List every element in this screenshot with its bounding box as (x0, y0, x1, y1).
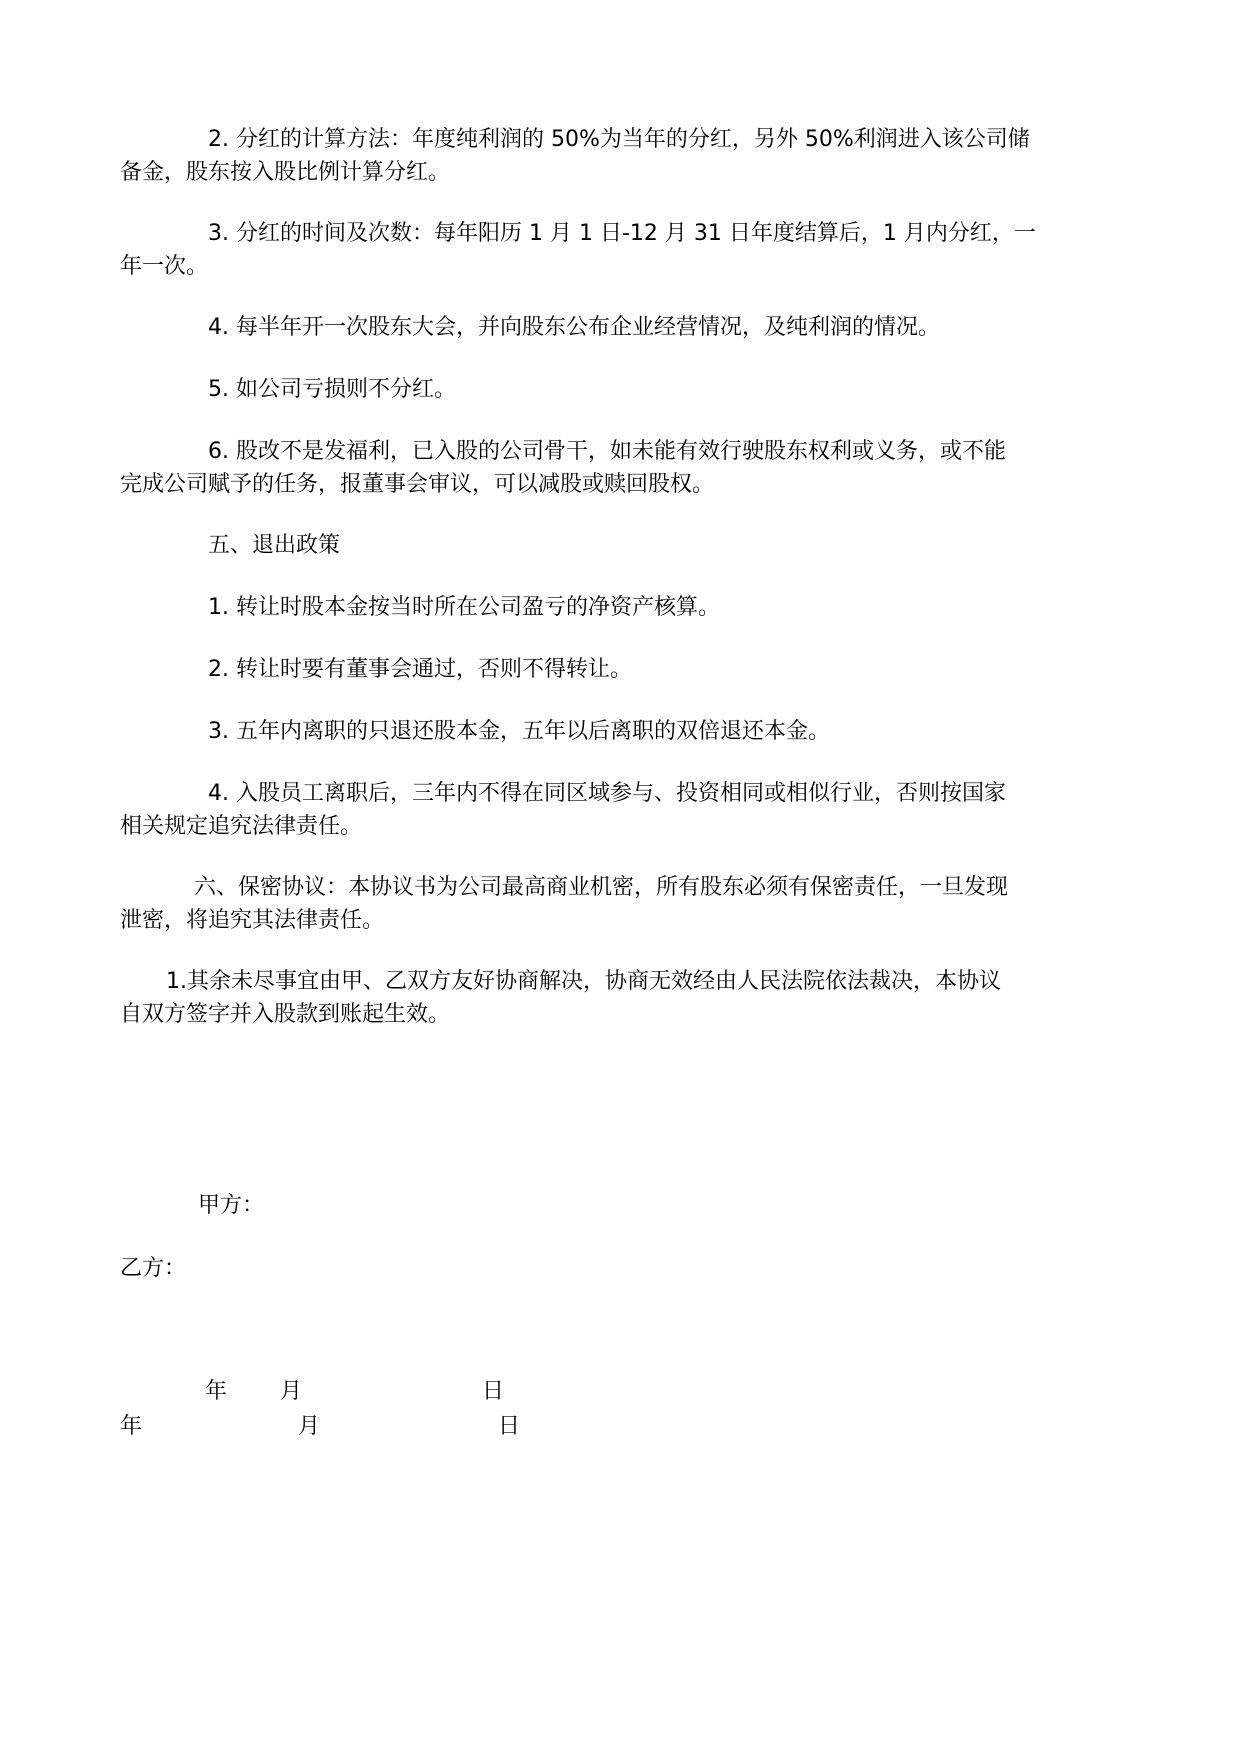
text-line: 2. 转让时要有董事会通过，否则不得转让。 (208, 657, 632, 682)
text-line: 2. 分红的计算方法：年度纯利润的 50%为当年的分红，另外 50%利润进入该公司储 (208, 127, 1030, 152)
text-line: 完成公司赋予的任务，报董事会审议，可以减股或赎回股权。 (120, 472, 715, 497)
text-line: 4. 每半年开一次股东大会，并向股东公布企业经营情况，及纯利润的情况。 (208, 315, 940, 340)
date-day-b: 日 (498, 1414, 521, 1439)
party-a-label: 甲方： (198, 1193, 265, 1218)
text-line: 备金，股东按入股比例计算分红。 (120, 160, 451, 185)
text-line: 相关规定追究法律责任。 (120, 814, 363, 839)
date-day-a: 日 (482, 1379, 505, 1404)
text-line: 1.其余未尽事宜由甲、乙双方友好协商解决，协商无效经由人民法院依法裁决，本协议 (166, 969, 1001, 994)
section-heading: 五、退出政策 (208, 533, 341, 558)
text-line: 3. 分红的时间及次数：每年阳历 1 月 1 日-12 月 31 日年度结算后，1 月内分红，一 (208, 221, 1036, 246)
text-line: 年一次。 (120, 254, 209, 279)
text-line: 5. 如公司亏损则不分红。 (208, 377, 456, 402)
text-line: 泄密，将追究其法律责任。 (120, 908, 385, 933)
date-month-b: 月 (298, 1414, 321, 1439)
date-year-b: 年 (120, 1414, 143, 1439)
text-line: 6. 股改不是发福利，已入股的公司骨干，如未能有效行驶股东权利或义务，或不能 (208, 439, 1006, 464)
party-b-label: 乙方： (120, 1256, 187, 1281)
text-line: 4. 入股员工离职后，三年内不得在同区域参与、投资相同或相似行业，否则按国家 (208, 781, 1006, 806)
text-line: 自双方签字并入股款到账起生效。 (120, 1002, 451, 1027)
text-line: 1. 转让时股本金按当时所在公司盈亏的净资产核算。 (208, 595, 720, 620)
date-month-a: 月 (280, 1379, 303, 1404)
date-year-a: 年 (205, 1379, 228, 1404)
text-line: 3. 五年内离职的只退还股本金，五年以后离职的双倍退还本金。 (208, 719, 830, 744)
text-line: 六、保密协议：本协议书为公司最高商业机密，所有股东必须有保密责任，一旦发现 (194, 875, 1009, 900)
